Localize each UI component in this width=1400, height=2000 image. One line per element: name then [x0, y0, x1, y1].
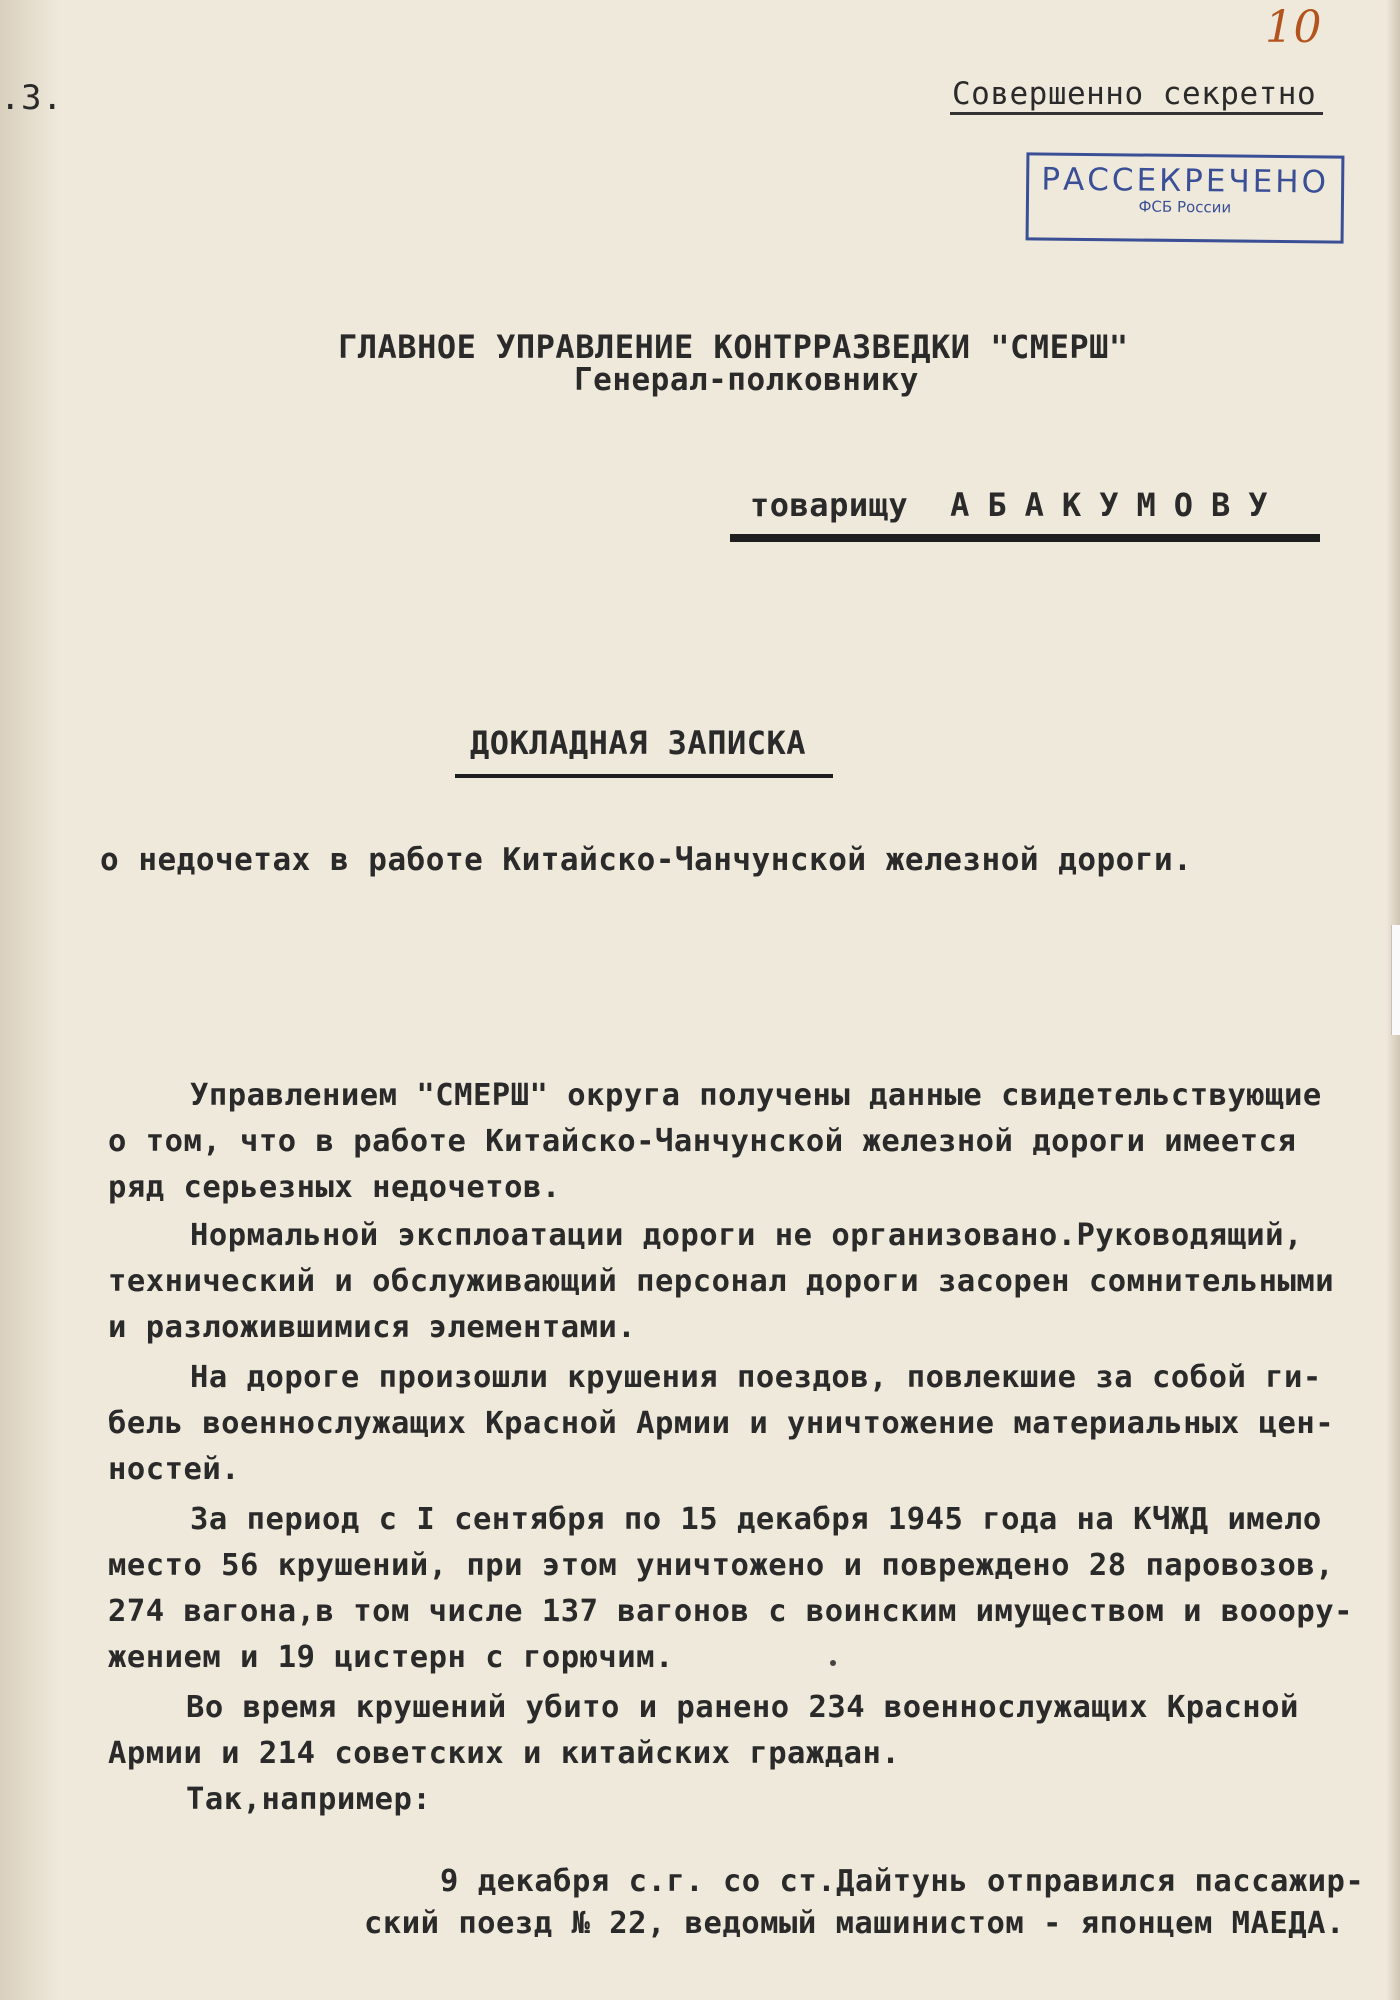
body-line: Так,например:	[186, 1782, 432, 1817]
body-line: ностей.	[108, 1452, 241, 1487]
body-line: Армии и 214 советских и китайских граждан.	[108, 1736, 901, 1771]
stamp-title: РАССЕКРЕЧЕНО	[1041, 161, 1330, 201]
addressee-name: АБАКУМОВУ	[950, 486, 1286, 524]
body-line: жением и 19 цистерн с горючим.	[108, 1640, 674, 1675]
page-tab-mark	[1391, 925, 1400, 1035]
page-marker: .3.	[0, 78, 63, 118]
body-line: За период с I сентября по 15 декабря 1945 года на КЧЖД имело	[190, 1502, 1322, 1537]
ink-speck	[830, 1660, 836, 1666]
body-line: место 56 крушений, при этом уничтожено и повреждено 28 паровозов,	[108, 1548, 1335, 1583]
body-line: и разложившимися элементами.	[108, 1310, 637, 1345]
addressee-line	[750, 486, 1286, 524]
declassified-stamp	[1026, 152, 1345, 243]
body-line: На дороге произошли крушения поездов, повлекшие за собой ги-	[190, 1360, 1322, 1395]
body-line: 9 декабря с.г. со ст.Дайтунь отправился пассажир-	[440, 1864, 1365, 1899]
addressee-rank: Генерал-полковнику	[574, 362, 919, 398]
classification-underline	[950, 112, 1323, 115]
body-line: ряд серьезных недочетов.	[108, 1170, 561, 1205]
body-line: Нормальной эксплоатации дороги не организовано.Руководящий,	[190, 1218, 1303, 1253]
folio-number: 10	[1265, 2, 1322, 53]
document-subject: о недочетах в работе Китайско-Чанчунской железной дороги.	[100, 842, 1193, 878]
body-line: ский поезд № 22, ведомый машинистом - японцем МАЕДА.	[364, 1906, 1345, 1941]
title-underline	[455, 774, 833, 778]
body-line: бель военнослужащих Красной Армии и уничтожение материальных цен-	[108, 1406, 1335, 1441]
body-line: технический и обслуживающий персонал дороги засорен сомнительными	[108, 1264, 1335, 1299]
addressee-organization: ГЛАВНОЕ УПРАВЛЕНИЕ КОНТРРАЗВЕДКИ "СМЕРШ"	[338, 328, 1129, 366]
salutation: товарищу	[750, 486, 909, 524]
body-line: 274 вагона,в том числе 137 вагонов с воинским имуществом и вооору-	[108, 1594, 1353, 1629]
document-title: ДОКЛАДНАЯ ЗАПИСКА	[470, 724, 807, 762]
stamp-subtitle: ФСБ России	[1138, 197, 1232, 217]
addressee-underline	[730, 534, 1320, 542]
body-line: Управлением "СМЕРШ" округа получены данные свидетельствующие	[190, 1078, 1322, 1113]
binding-gutter	[0, 0, 60, 2000]
classification-label: Совершенно секретно	[952, 76, 1317, 112]
body-line: о том, что в работе Китайско-Чанчунской железной дороги имеется	[108, 1124, 1297, 1159]
body-line: Во время крушений убито и ранено 234 военнослужащих Красной	[186, 1690, 1299, 1725]
